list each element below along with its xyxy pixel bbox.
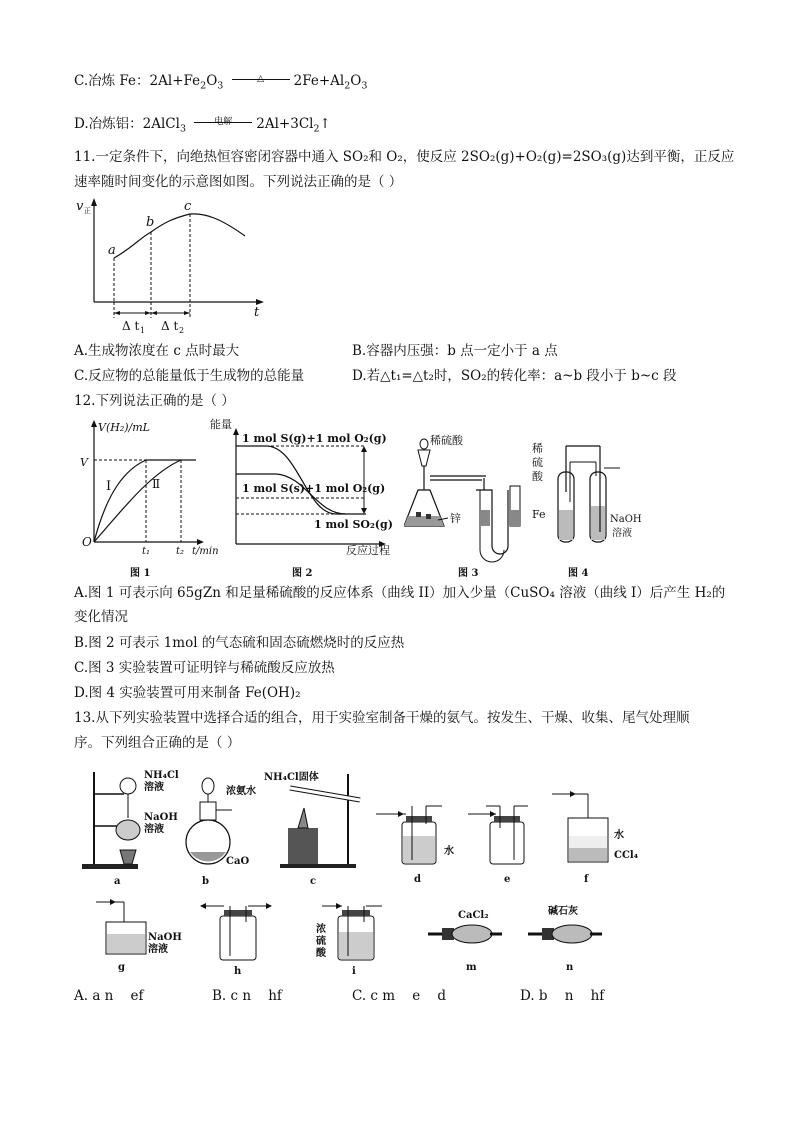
curve-ii <box>94 460 181 542</box>
svg-text:1: 1 <box>140 326 146 335</box>
apparatus-f <box>552 791 639 885</box>
svg-text:e: e <box>504 874 511 885</box>
fig1-y-label: V(H₂)/mL <box>98 421 150 434</box>
point-b: b <box>146 215 155 230</box>
fig1-caption: 图 1 <box>130 568 151 579</box>
q12-option-b: B.图 2 可表示 1mol 的气态硫和固态硫燃烧时的反应热 <box>74 635 405 651</box>
svg-text:溶液: 溶液 <box>148 944 168 955</box>
q11-stem-line1: 11.一定条件下，向绝热恒容密闭容器中通入 SO₂和 O₂，使反应 2SO₂(g)+O₂(g)=2SO₃(g)达到平衡，正反应 <box>74 149 735 165</box>
q13-option-a: A. a n ef <box>74 988 144 1004</box>
q12-figure-1 <box>74 414 224 580</box>
svg-text:c: c <box>310 876 317 887</box>
apparatus-m <box>428 910 502 973</box>
svg-text:2: 2 <box>179 326 185 335</box>
q12-figure-3 <box>404 430 534 580</box>
apparatus-c <box>264 770 360 887</box>
q12-figure-4 <box>530 432 660 580</box>
q11-option-c: C.反应物的总能量低于生成物的总能量 <box>74 368 305 384</box>
fig2-y-label: 能量 <box>210 418 232 431</box>
q12-figure-2 <box>206 414 406 580</box>
svg-text:a: a <box>114 876 121 887</box>
curve-ii-label: Ⅱ <box>152 477 161 491</box>
svg-text:硫: 硫 <box>532 456 543 469</box>
svg-text:Fe: Fe <box>532 508 546 521</box>
fig4-caption: 图 4 <box>568 568 589 579</box>
svg-text:f: f <box>584 874 589 885</box>
q12-stem: 12.下列说法正确的是（ ） <box>74 393 235 409</box>
svg-text:1 mol S(s)+1 mol O₂(g): 1 mol S(s)+1 mol O₂(g) <box>242 482 386 495</box>
fig3-caption: 图 3 <box>458 568 479 579</box>
svg-text:浓: 浓 <box>316 924 326 935</box>
apparatus-d <box>376 806 454 885</box>
svg-text:浓氨水: 浓氨水 <box>226 786 256 797</box>
y-axis-sub: 正 <box>84 207 91 215</box>
reaction-condition-arrow: △ <box>232 84 290 85</box>
svg-text:CaO: CaO <box>226 856 250 867</box>
svg-text:酸: 酸 <box>532 470 543 483</box>
svg-text:反应过程: 反应过程 <box>346 544 390 557</box>
svg-text:g: g <box>118 962 125 973</box>
q11-rate-time-graph <box>70 196 270 336</box>
apparatus-e <box>468 806 528 885</box>
point-c: c <box>184 199 192 214</box>
apparatus-b <box>186 778 256 887</box>
q11-option-a: A.生成物浓度在 c 点时最大 <box>74 343 240 359</box>
point-a: a <box>108 243 116 258</box>
svg-text:溶液: 溶液 <box>144 782 164 793</box>
svg-text:稀硫酸: 稀硫酸 <box>430 434 463 447</box>
svg-text:稀: 稀 <box>532 442 543 455</box>
interval-2: Δ t <box>161 319 179 333</box>
q13-option-d: D. b n hf <box>520 988 605 1004</box>
y-axis-label: v <box>76 199 84 214</box>
svg-text:m: m <box>466 962 477 973</box>
svg-text:O: O <box>82 535 92 549</box>
apparatus-a <box>82 770 179 887</box>
svg-text:NH₄Cl: NH₄Cl <box>144 770 179 781</box>
fig1-ytick: V <box>80 456 88 469</box>
svg-text:t₁: t₁ <box>142 546 151 557</box>
svg-text:NaOH: NaOH <box>610 514 642 525</box>
reaction-condition-arrow: 电解 <box>194 127 252 128</box>
q13-stem-line1: 13.从下列实验装置中选择合适的组合，用于实验室制备干燥的氨气。按发生、干燥、收集、尾气处理顺 <box>74 710 690 726</box>
q11-option-b: B.容器内压强：b 点一定小于 a 点 <box>352 343 558 359</box>
interval-1: Δ t <box>122 319 140 333</box>
svg-text:NaOH: NaOH <box>148 932 182 943</box>
q13-option-b: B. c n hf <box>212 988 282 1004</box>
svg-text:b: b <box>202 876 209 887</box>
svg-text:硫: 硫 <box>316 936 326 947</box>
apparatus-h <box>200 903 272 976</box>
q12-option-a-line1: A.图 1 可表示向 65gZn 和足量稀硫酸的反应体系（曲线 II）加入少量（CuSO₄ 溶液（曲线 I）后产生 H₂的 <box>74 585 726 601</box>
svg-text:h: h <box>234 966 242 976</box>
svg-text:t/min: t/min <box>192 546 219 557</box>
svg-text:溶液: 溶液 <box>612 528 632 539</box>
q13-stem-line2: 序。下列组合正确的是（ ） <box>74 735 241 751</box>
q13-option-c: C. c m e d <box>352 988 447 1004</box>
curve-i-label: Ⅰ <box>106 479 112 494</box>
svg-text:NH₄Cl固体: NH₄Cl固体 <box>264 772 319 783</box>
svg-text:溶液: 溶液 <box>144 824 164 835</box>
q11-option-d: D.若△t₁=△t₂时，SO₂的转化率：a~b 段小于 b~c 段 <box>352 368 677 384</box>
svg-text:1 mol SO₂(g): 1 mol SO₂(g) <box>314 518 393 531</box>
svg-text:CCl₄: CCl₄ <box>614 850 639 861</box>
svg-text:NaOH: NaOH <box>144 812 178 823</box>
apparatus-g <box>96 899 182 973</box>
q12-option-d: D.图 4 实验装置可用来制备 Fe(OH)₂ <box>74 685 301 701</box>
svg-text:碱石灰: 碱石灰 <box>548 906 578 917</box>
svg-text:CaCl₂: CaCl₂ <box>458 910 489 921</box>
q12-option-a-line2: 变化情况 <box>74 609 128 625</box>
x-axis-label: t <box>254 305 260 320</box>
q10-option-c: C.冶炼 Fe：$2Al+Fe_2O_3$ △ $2Fe+Al_2O_3$ <box>74 73 368 92</box>
svg-text:n: n <box>566 962 574 973</box>
q13-apparatus-row2 <box>76 892 636 976</box>
apparatus-i <box>316 903 382 976</box>
svg-text:d: d <box>414 874 421 885</box>
svg-text:t₂: t₂ <box>176 546 185 557</box>
svg-text:1 mol S(g)+1 mol O₂(g): 1 mol S(g)+1 mol O₂(g) <box>242 432 387 445</box>
svg-text:水: 水 <box>444 846 454 857</box>
rate-curve <box>114 214 245 258</box>
svg-text:水: 水 <box>614 830 624 841</box>
q11-stem-line2: 速率随时间变化的示意图如图。下列说法正确的是（ ） <box>74 174 403 190</box>
fig2-caption: 图 2 <box>292 568 313 579</box>
q13-apparatus-row1 <box>76 764 656 890</box>
q10-option-d: D.冶炼铝：2AlCl$_3$ 电解 $2Al+3Cl_2↑$ <box>74 116 331 135</box>
svg-text:i: i <box>352 966 356 976</box>
apparatus-n <box>528 904 602 973</box>
svg-text:锌: 锌 <box>450 512 461 525</box>
q12-option-c: C.图 3 实验装置可证明锌与稀硫酸反应放热 <box>74 660 335 676</box>
svg-text:酸: 酸 <box>316 948 326 959</box>
